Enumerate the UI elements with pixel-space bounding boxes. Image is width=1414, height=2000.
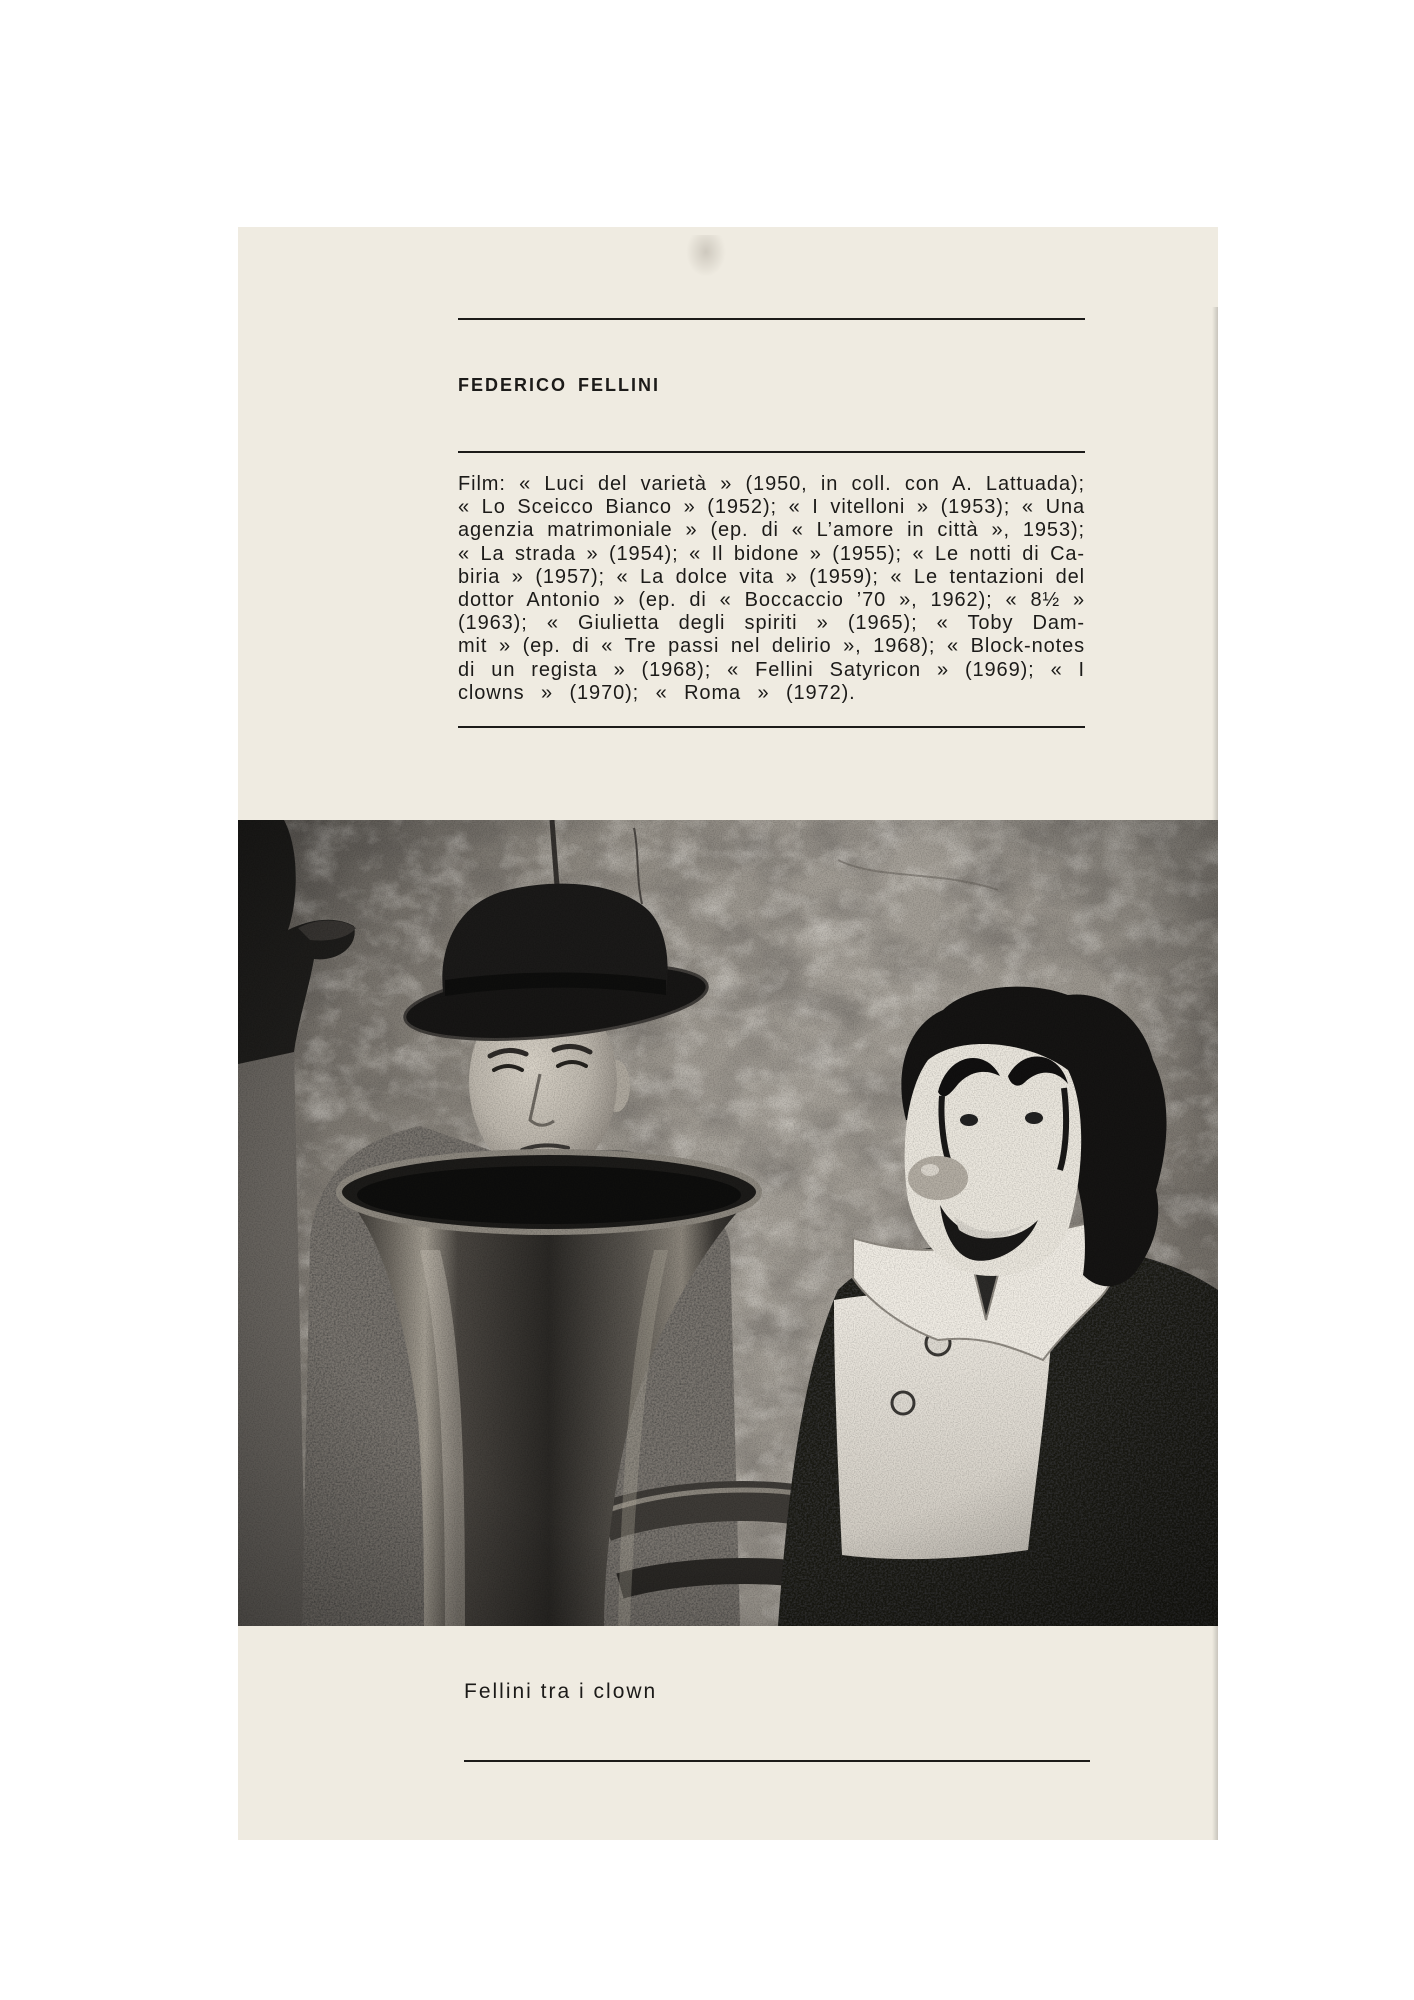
title-rule: [458, 451, 1085, 453]
top-rule: [458, 318, 1085, 320]
filmography-line: Film: « Luci del varietà » (1950, in coll. con A. Lattuada);: [458, 473, 1085, 495]
filmography-line: « Lo Sceicco Bianco » (1952); « I vitelloni » (1953); « Una: [458, 496, 1085, 519]
bottom-rule: [464, 1760, 1090, 1762]
filmography-line: mit » (ep. di « Tre passi nel delirio », 1968); « Block-notes: [458, 635, 1085, 658]
paper-crease: [686, 235, 726, 277]
book-back-cover: [238, 227, 1218, 1840]
filmography-line: « La strada » (1954); « Il bidone » (1955); « Le notti di Ca-: [458, 542, 1085, 565]
filmography-text: [458, 473, 1085, 705]
filmography-rule: [458, 726, 1085, 728]
filmography-line: (1963); « Giulietta degli spiriti » (1965); « Toby Dam-: [458, 612, 1085, 635]
filmography-line: clowns » (1970); « Roma » (1972).: [458, 681, 856, 704]
filmography-line: biria » (1957); « La dolce vita » (1959); « Le tentazioni del: [458, 565, 1085, 588]
photo-vignette: [238, 820, 1218, 1626]
filmography-line: di un regista » (1968); « Fellini Satyricon » (1969); « I: [458, 658, 1085, 681]
photo-caption: Fellini tra i clown: [464, 1680, 658, 1703]
photograph: [238, 820, 1218, 1626]
filmography-line: agenzia matrimoniale » (ep. di « L’amore in città », 1953);: [458, 519, 1085, 542]
author-name: FEDERICO FELLINI: [458, 375, 660, 395]
filmography-line: dottor Antonio » (ep. di « Boccaccio ’70 », 1962); « 8½ »: [458, 588, 1085, 611]
